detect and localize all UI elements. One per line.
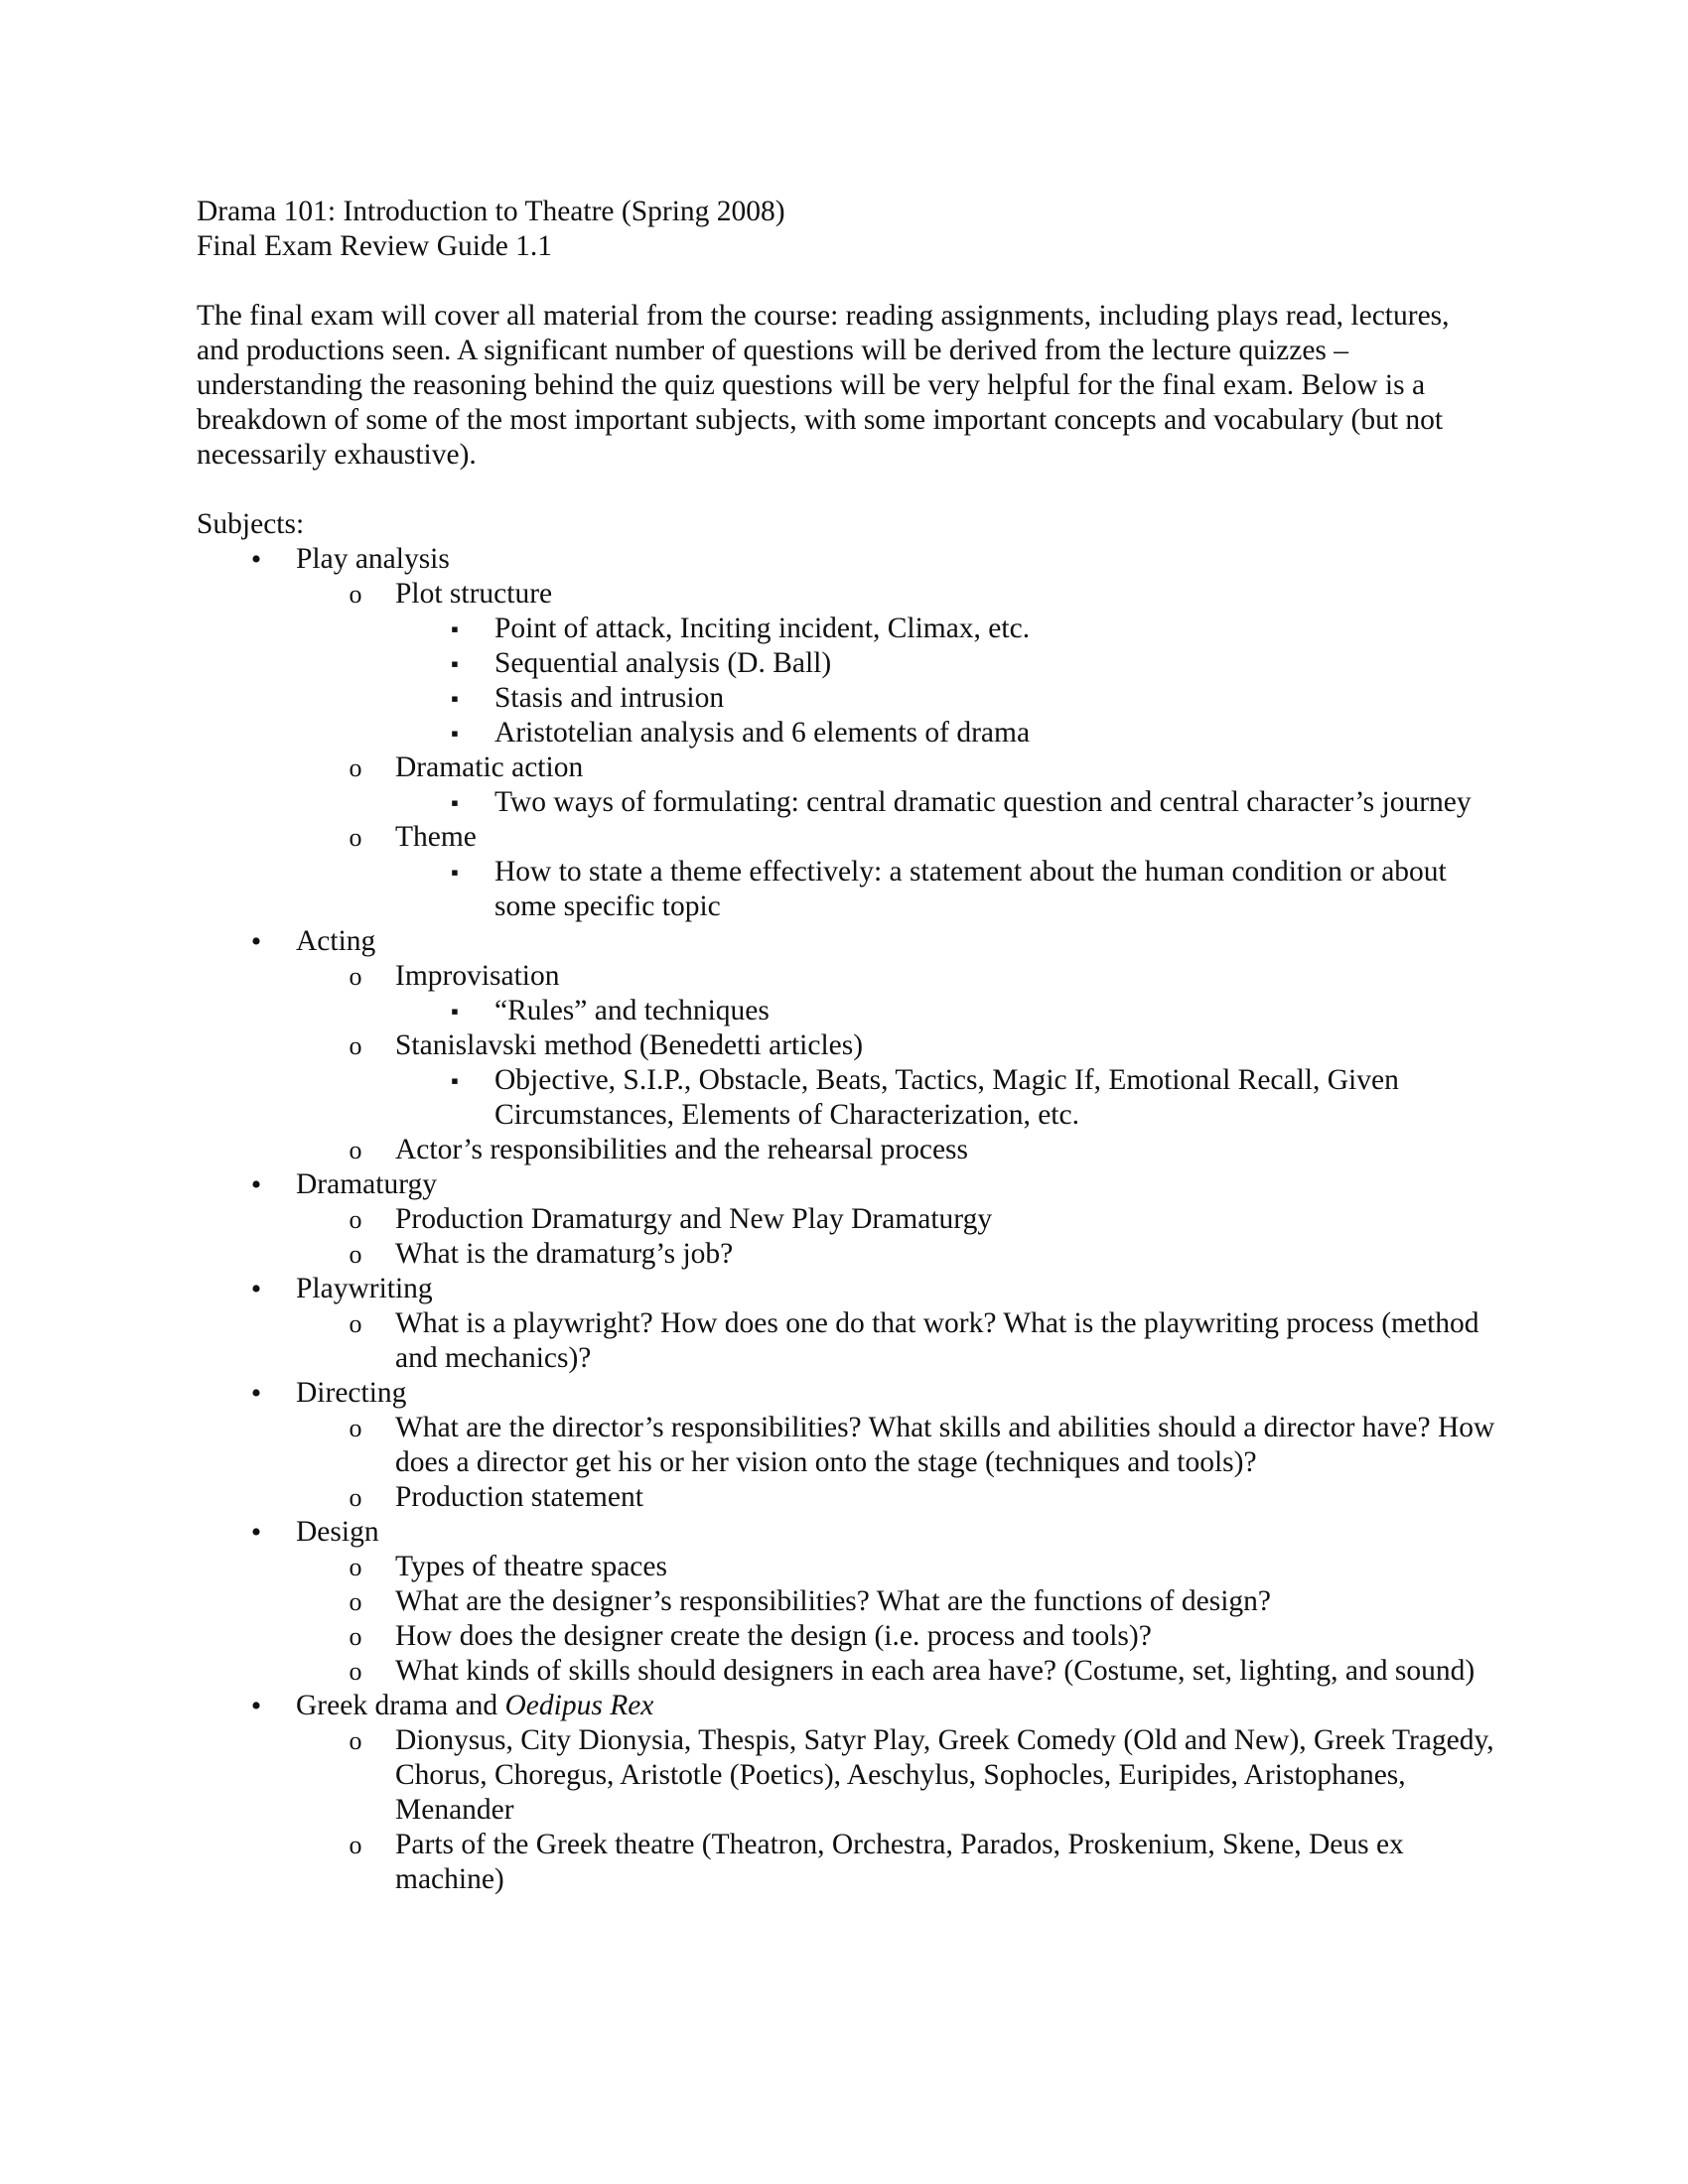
detail-text: “Rules” and techniques [494, 995, 770, 1026]
detail-text: Stasis and intrusion [494, 682, 725, 714]
bullet-marker: • [250, 1377, 262, 1410]
square-marker: ▪ [451, 790, 459, 815]
subject-item [197, 1376, 1497, 1515]
subtopic-item [296, 751, 1497, 820]
circle-marker: o [349, 1657, 362, 1686]
detail-text: Two ways of formulating: central dramatic question and central character’s journey [494, 786, 1472, 818]
subtopic-item [296, 1028, 1497, 1133]
detail-text: Point of attack, Inciting incident, Climax, etc. [494, 613, 1031, 644]
detail-text: Aristotelian analysis and 6 elements of drama [494, 717, 1031, 749]
square-marker: ▪ [451, 999, 459, 1024]
subtopic-item [296, 1550, 1497, 1584]
subtopic-item [296, 1202, 1497, 1237]
subject-item [197, 1689, 1497, 1897]
subtopic-item [296, 1654, 1497, 1689]
subject-title-text: Design [296, 1516, 379, 1548]
subject-item [197, 924, 1497, 1167]
subject-title [296, 1515, 1497, 1550]
subtopic-list [197, 577, 1497, 924]
subtopic-list [197, 1723, 1497, 1897]
circle-marker: o [349, 1414, 362, 1442]
subject-title [296, 1272, 1497, 1306]
square-marker: ▪ [451, 686, 459, 711]
subtopic-text: Dionysus, City Dionysia, Thespis, Satyr Play, Greek Comedy (Old and New), Greek Tragedy, Chorus, Choregus, Aristotle (Poetics), Aeschylus, Sophocles, Euripides, Aristophanes, Menander [395, 1724, 1494, 1826]
circle-marker: o [349, 580, 362, 609]
detail-list [296, 612, 1497, 751]
subtopic-item [296, 1619, 1497, 1654]
subtopic-list [197, 1202, 1497, 1272]
detail-item [395, 785, 1497, 820]
square-marker: ▪ [451, 721, 459, 746]
circle-marker: o [349, 823, 362, 852]
subtopic-item [296, 1480, 1497, 1515]
subtopic-text: What is the dramaturg’s job? [395, 1238, 734, 1270]
subject-title-italic: Oedipus Rex [504, 1690, 654, 1721]
subtopic-text: Stanislavski method (Benedetti articles) [395, 1029, 864, 1061]
subtopic-text: Parts of the Greek theatre (Theatron, Orchestra, Parados, Proskenium, Skene, Deus ex machine) [395, 1829, 1404, 1895]
circle-marker: o [349, 1587, 362, 1616]
bullet-marker: • [250, 1168, 262, 1201]
bullet-marker: • [250, 925, 262, 958]
detail-item [395, 855, 1497, 924]
subtopic-item [296, 820, 1497, 924]
detail-item [395, 646, 1497, 681]
course-title: Drama 101: Introduction to Theatre (Spring 2008) [197, 196, 785, 227]
subtopic-text: Dramatic action [395, 751, 584, 783]
square-marker: ▪ [451, 860, 459, 885]
circle-marker: o [349, 1031, 362, 1060]
circle-marker: o [349, 1726, 362, 1755]
circle-marker: o [349, 962, 362, 991]
detail-list [296, 1063, 1497, 1133]
subject-title [296, 542, 1497, 577]
subtopic-text: Theme [395, 821, 477, 853]
subtopic-item [296, 959, 1497, 1028]
subtopic-text: Production Dramaturgy and New Play Dramaturgy [395, 1203, 993, 1235]
bullet-marker: • [250, 1273, 262, 1305]
bullet-marker: • [250, 1690, 262, 1722]
circle-marker: o [349, 1483, 362, 1512]
intro-paragraph: The final exam will cover all material from the course: reading assignments, including plays read, lectures, and productions seen. A significant number of questions will be derived from the lecture quizzes – understanding the reasoning behind the quiz questions will be very helpful for the final exam. Below is a breakdown of some of the most important subjects, with some important concepts and vocabulary (but not necessarily exhaustive). [197, 300, 1450, 471]
detail-list [296, 785, 1497, 820]
bullet-marker: • [250, 1516, 262, 1549]
detail-item [395, 612, 1497, 646]
subject-title-text: Directing [296, 1377, 407, 1409]
subjects-list [197, 542, 1497, 1897]
subjects-label: Subjects: [197, 508, 305, 540]
subtopic-text: Actor’s responsibilities and the rehearsal process [395, 1134, 968, 1165]
subject-item [197, 1167, 1497, 1272]
square-marker: ▪ [451, 651, 459, 676]
subtopic-item [296, 1411, 1497, 1480]
subject-title-text: Greek drama and [296, 1690, 505, 1721]
subtopic-list [197, 1550, 1497, 1689]
detail-text: Objective, S.I.P., Obstacle, Beats, Tactics, Magic If, Emotional Recall, Given Circumstances, Elements of Characterization, etc. [494, 1064, 1399, 1131]
subtopic-text: What kinds of skills should designers in each area have? (Costume, set, lighting, and sound) [395, 1655, 1476, 1687]
subtopic-text: What are the director’s responsibilities? What skills and abilities should a director have? How does a director get his or her vision onto the stage (techniques and tools)? [395, 1412, 1495, 1478]
subject-title [296, 924, 1497, 959]
circle-marker: o [349, 1309, 362, 1338]
circle-marker: o [349, 1136, 362, 1164]
subtopic-text: Improvisation [395, 960, 560, 992]
subtopic-text: What is a playwright? How does one do that work? What is the playwriting process (method and mechanics)? [395, 1307, 1479, 1374]
circle-marker: o [349, 1831, 362, 1859]
subject-item [197, 1515, 1497, 1689]
subject-title-text: Dramaturgy [296, 1168, 437, 1200]
subtopic-item [296, 1237, 1497, 1272]
subtopic-list [197, 1306, 1497, 1376]
subtopic-text: What are the designer’s responsibilities? What are the functions of design? [395, 1585, 1271, 1617]
subtopic-item [296, 1133, 1497, 1167]
circle-marker: o [349, 1622, 362, 1651]
detail-item [395, 716, 1497, 751]
subject-item [197, 542, 1497, 924]
detail-list [296, 994, 1497, 1028]
subject-title-text: Playwriting [296, 1273, 433, 1304]
subtopic-text: Plot structure [395, 578, 553, 610]
detail-item [395, 1063, 1497, 1133]
subject-item [197, 1272, 1497, 1376]
detail-list [296, 855, 1497, 924]
subtopic-item [296, 1306, 1497, 1376]
detail-text: Sequential analysis (D. Ball) [494, 647, 832, 679]
circle-marker: o [349, 1205, 362, 1234]
subtopic-text: Production statement [395, 1481, 643, 1513]
circle-marker: o [349, 753, 362, 782]
guide-title: Final Exam Review Guide 1.1 [197, 230, 553, 262]
subject-title-text: Play analysis [296, 543, 450, 575]
subtopic-list [197, 1411, 1497, 1515]
subtopic-text: Types of theatre spaces [395, 1551, 667, 1582]
square-marker: ▪ [451, 1068, 459, 1093]
detail-item [395, 681, 1497, 716]
subject-title [296, 1167, 1497, 1202]
subtopic-item [296, 1828, 1497, 1897]
detail-item [395, 994, 1497, 1028]
subject-title-text: Acting [296, 925, 376, 957]
subject-title [296, 1689, 1497, 1723]
subject-title [296, 1376, 1497, 1411]
subtopic-list [197, 959, 1497, 1167]
subtopic-item [296, 1584, 1497, 1619]
bullet-marker: • [250, 543, 262, 576]
subtopic-item [296, 577, 1497, 751]
detail-text: How to state a theme effectively: a statement about the human condition or about some specific topic [494, 856, 1447, 922]
subtopic-text: How does the designer create the design (i.e. process and tools)? [395, 1620, 1152, 1652]
subtopic-item [296, 1723, 1497, 1828]
circle-marker: o [349, 1240, 362, 1269]
document-page [197, 195, 1497, 1897]
square-marker: ▪ [451, 616, 459, 641]
circle-marker: o [349, 1553, 362, 1581]
